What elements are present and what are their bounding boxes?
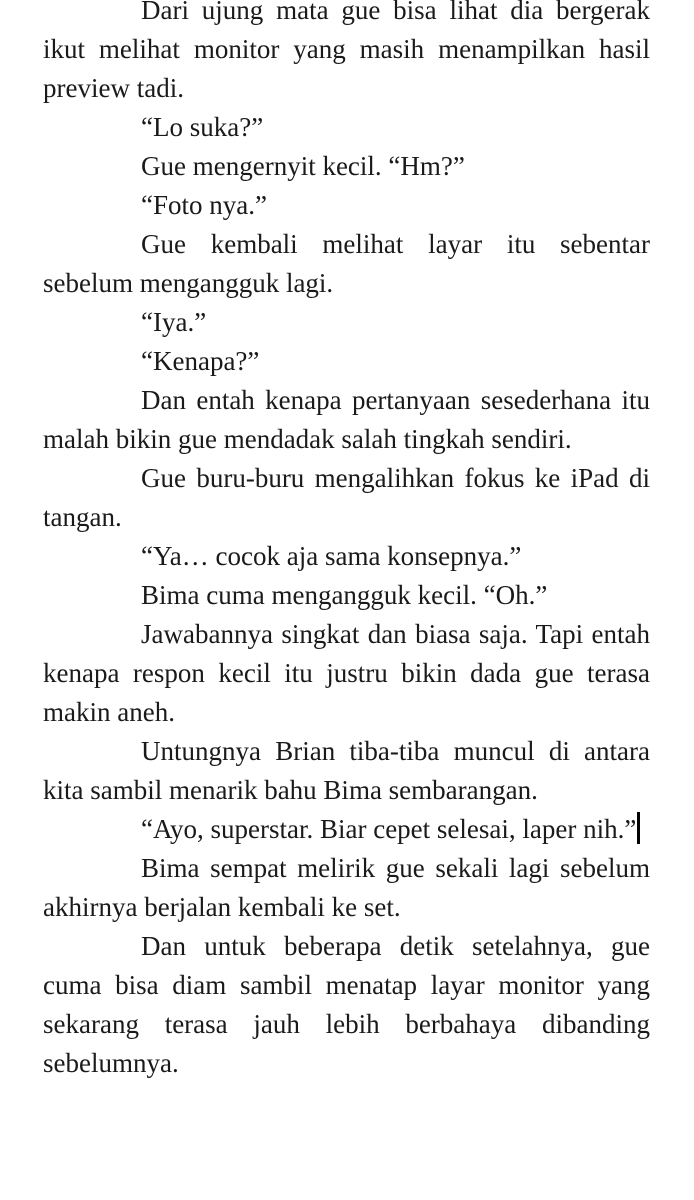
text-cursor <box>637 812 640 844</box>
paragraph: Bima sempat melirik gue sekali lagi sebelum akhirnya berjalan kembali ke set. <box>43 853 650 922</box>
paragraph: “Iya.” <box>141 307 207 337</box>
paragraph: “Kenapa?” <box>141 346 260 376</box>
paragraph: Dari ujung mata gue bisa lihat dia bergerak ikut melihat monitor yang masih menampilkan hasil preview tadi. <box>43 0 650 103</box>
paragraph: Bima cuma mengangguk kecil. “Oh.” <box>141 580 548 610</box>
paragraph: “Ya… cocok aja sama konsepnya.” <box>141 541 522 571</box>
paragraph: Gue kembali melihat layar itu sebentar sebelum mengangguk lagi. <box>43 229 650 298</box>
paragraph: “Lo suka?” <box>141 112 264 142</box>
paragraph-text: “Ayo, superstar. Biar cepet selesai, laper nih.” <box>141 814 637 844</box>
paragraph: Dan untuk beberapa detik setelahnya, gue cuma bisa diam sambil menatap layar monitor yang sekarang terasa jauh lebih berbahaya dibanding sebelumnya. <box>43 931 650 1078</box>
paragraph: Gue mengernyit kecil. “Hm?” <box>141 151 465 181</box>
document-body <box>43 0 650 1083</box>
paragraph: Untungnya Brian tiba-tiba muncul di antara kita sambil menarik bahu Bima sembarangan. <box>43 736 650 805</box>
paragraph: Dan entah kenapa pertanyaan sesederhana itu malah bikin gue mendadak salah tingkah sendiri. <box>43 385 650 454</box>
paragraph: “Foto nya.” <box>141 190 267 220</box>
paragraph-with-cursor[interactable] <box>43 810 650 849</box>
paragraph: Jawabannya singkat dan biasa saja. Tapi entah kenapa respon kecil itu justru bikin dada gue terasa makin aneh. <box>43 619 650 727</box>
paragraph: Gue buru-buru mengalihkan fokus ke iPad di tangan. <box>43 463 650 532</box>
